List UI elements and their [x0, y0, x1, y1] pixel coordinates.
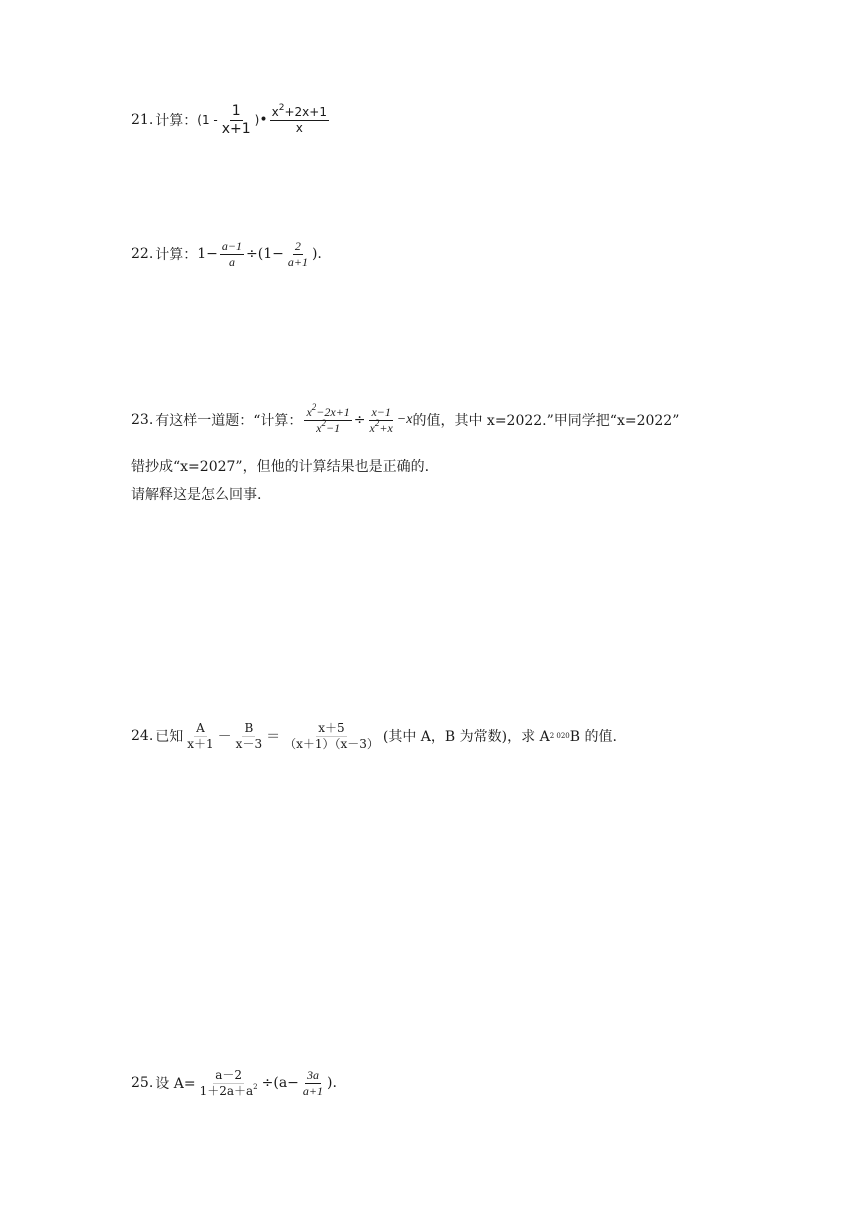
numerator: $x^2-2x+1$ [306, 402, 350, 419]
fraction [301, 1069, 325, 1097]
numerator: a−1 [221, 239, 243, 253]
expression-text: −x [396, 412, 413, 428]
close-paren: ) [254, 113, 260, 128]
question-number: 21. [131, 112, 154, 129]
question-23-line-2: 错抄成“x=2027”，但他的计算结果也是正确的. [131, 459, 430, 475]
expression-text: ). [311, 246, 322, 263]
fraction [220, 104, 253, 136]
expression-text: (a− [273, 1075, 299, 1092]
expression-text: 1− [197, 246, 218, 263]
fraction [286, 240, 310, 268]
question-lead: 设 A= [155, 1076, 196, 1093]
denominator: x＋1 [187, 736, 214, 751]
equals-sign: ＝ [266, 729, 281, 746]
question-24: 24. 已知 $\frac{A}{x+1}$ － $\frac{B}{x-3}$ ＝ $\frac{x+5}{(x+1)(x-3)}$ (其中 A，B 为常数)，求 A 2 020 B 的值. [131, 721, 617, 751]
fraction [198, 1069, 260, 1097]
numerator: 2 [294, 239, 301, 253]
numerator: $x^2+2x+1$ [271, 103, 327, 120]
multiply-dot: • [259, 112, 268, 129]
numerator: x−1 [371, 405, 391, 419]
question-22 [131, 240, 322, 268]
expression-text: (1− [257, 246, 284, 263]
divide-sign: ÷ [246, 246, 258, 263]
denominator: a+1 [287, 254, 308, 269]
expression-text: ). [327, 1075, 337, 1092]
fraction [220, 240, 244, 268]
numerator: 3a [306, 1068, 319, 1082]
fraction [368, 406, 395, 434]
question-number: 24. [131, 728, 154, 745]
question-lead: 已知 [155, 729, 184, 746]
question-number: 22. [131, 246, 154, 263]
question-lead: 计算： [155, 247, 198, 264]
denominator: $x^2+x$ [369, 417, 393, 435]
question-23-line-3: 请解释这是怎么回事. [131, 487, 262, 503]
question-21 [131, 104, 331, 136]
numerator: x＋5 [318, 721, 345, 735]
question-text: B 的值. [569, 729, 617, 746]
question-text: (其中 A，B 为常数)，求 A [382, 729, 550, 746]
fraction [304, 402, 351, 435]
denominator: （x＋1）（x－3） [284, 736, 379, 751]
denominator: a [228, 254, 235, 269]
question-25 [131, 1069, 337, 1097]
minus-sign: － [217, 729, 232, 746]
question-23 [131, 402, 680, 435]
question-lead: 有这样一道题：“计算： [155, 413, 303, 430]
fraction [185, 722, 215, 750]
numerator: B [244, 721, 254, 735]
denominator: x [295, 120, 303, 135]
question-text: 的值，其中 x=2022.”甲同学把“x=2022” [412, 413, 680, 430]
numerator: A [196, 721, 205, 735]
denominator: $x^2-1$ [316, 417, 341, 435]
denominator: x+1 [221, 120, 251, 137]
open-paren: (1 - [197, 113, 218, 128]
question-number: 25. [131, 1075, 154, 1092]
denominator: x－3 [235, 736, 263, 751]
question-lead: 计算： [155, 113, 198, 130]
question-number: 23. [131, 412, 154, 429]
numerator: a－2 [215, 1068, 242, 1082]
divide-sign: ÷ [261, 1075, 274, 1092]
denominator: $1+2a+a^2$ [199, 1082, 258, 1098]
fraction [234, 722, 264, 750]
denominator: a+1 [302, 1083, 324, 1098]
divide-sign: ÷ [353, 412, 366, 429]
fraction [270, 103, 329, 135]
fraction [282, 722, 381, 750]
numerator: 1 [231, 103, 241, 119]
